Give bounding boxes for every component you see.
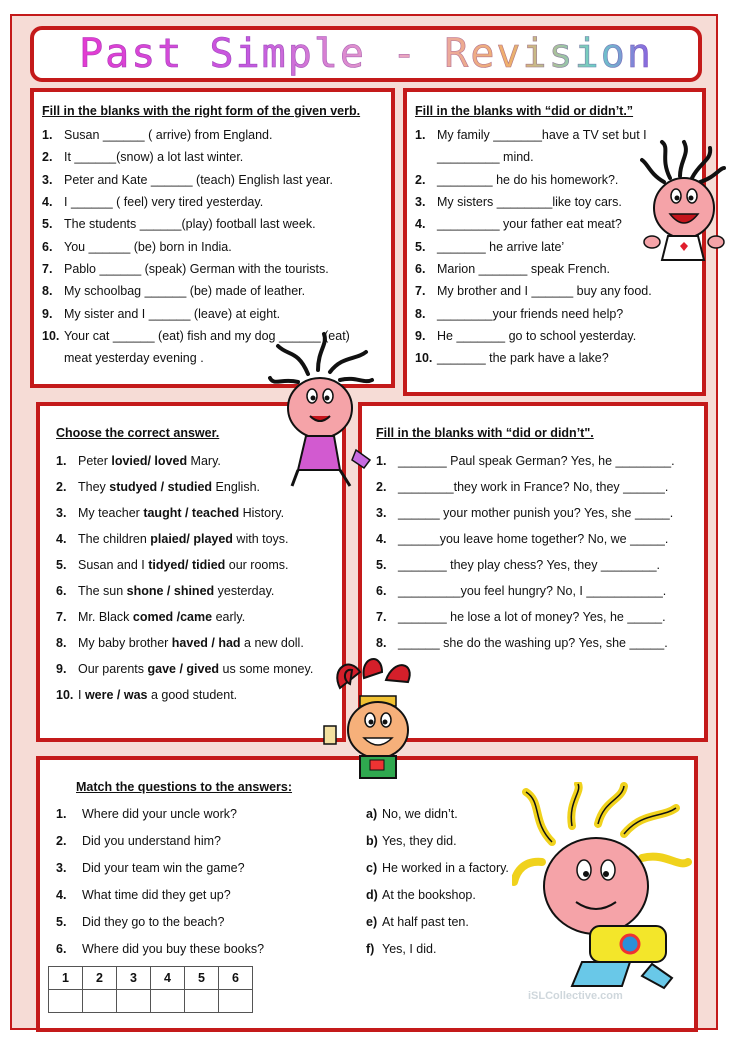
list-item [376, 552, 704, 578]
answer-list [366, 800, 509, 962]
grid-number-cell: 5 [185, 967, 219, 990]
item-text: ______you leave home together? No, we _____. [398, 532, 669, 546]
grid-answer-cell[interactable] [83, 990, 117, 1013]
item-text: My baby brother haved / had a new doll. [78, 636, 304, 650]
grid-answer-cell[interactable] [151, 990, 185, 1013]
answer-letter: d) [366, 887, 378, 902]
item-number: 1. [56, 806, 67, 821]
item-number: 5. [56, 914, 67, 929]
grid-number-cell: 4 [151, 967, 185, 990]
item-text: Where did you buy these books? [82, 941, 265, 956]
cartoon-boy-icon [320, 648, 436, 798]
item-text: _______ the park have a lake? [437, 351, 609, 366]
item-number: 1. [376, 454, 387, 468]
answer-letter: f) [366, 941, 375, 956]
grid-answer-cell[interactable] [185, 990, 219, 1013]
item-text: ______ your mother punish you? Yes, she _____. [398, 506, 674, 520]
item-number: 4. [56, 532, 67, 546]
list-item [56, 500, 342, 526]
item-text: Did your team win the game? [82, 860, 245, 875]
item-text: ________ he do his homework?. [437, 172, 619, 187]
answer-letter: b) [366, 833, 378, 848]
list-item [42, 124, 391, 146]
answer-item [366, 827, 509, 854]
list-item [415, 325, 702, 347]
list-item [376, 578, 704, 604]
panel-heading: Choose the correct answer. [56, 426, 220, 440]
item-text: Our parents gave / gived us some money. [78, 662, 314, 676]
item-text: ________they work in France? No, they ______. [398, 480, 669, 494]
item-number: 1. [56, 454, 67, 468]
title-box [30, 26, 702, 82]
list-item [42, 191, 391, 213]
item-number: 9. [56, 662, 67, 676]
item-text: ________your friends need help? [437, 306, 624, 321]
list-item [415, 302, 702, 324]
grid-number-cell: 6 [219, 967, 253, 990]
panel-heading: Fill in the blanks with the right form of the given verb. [42, 104, 361, 118]
item-text: My brother and I ______ buy any food. [437, 284, 652, 299]
item-number: 6. [376, 584, 387, 598]
grid-answer-cell[interactable] [117, 990, 151, 1013]
list-item [56, 526, 342, 552]
item-number: 6. [415, 261, 426, 276]
answer-item [366, 935, 509, 962]
item-text: My sisters ________like toy cars. [437, 195, 622, 210]
panel-heading: Match the questions to the answers: [76, 780, 293, 794]
item-number: 8. [42, 284, 53, 299]
item-text: My schoolbag ______ (be) made of leather. [64, 284, 306, 299]
list-item [376, 474, 704, 500]
list-item [56, 604, 342, 630]
grid-answer-cell[interactable] [49, 990, 83, 1013]
grid-answer-cell[interactable] [219, 990, 253, 1013]
list-item [376, 604, 704, 630]
answer-text: Yes, they did. [382, 833, 457, 848]
item-number: 6. [42, 239, 53, 254]
item-number: 4. [42, 195, 53, 210]
item-text: My sister and I ______ (leave) at eight. [64, 306, 281, 321]
cartoon-yellow-hair-girl-icon [512, 782, 692, 992]
item-text: Peter and Kate ______ (teach) English last year. [64, 172, 333, 187]
item-number: 4. [376, 532, 387, 546]
answer-options: taught / teached [143, 506, 240, 520]
list-item [42, 280, 391, 302]
item-number: 3. [415, 195, 426, 210]
answer-grid [48, 966, 253, 1013]
list-item [42, 213, 391, 235]
answer-text: At half past ten. [382, 914, 469, 929]
answer-letter: e) [366, 914, 378, 929]
answer-options: gave / gived [147, 662, 220, 676]
item-text: Where did your uncle work? [82, 806, 237, 821]
item-number: 9. [42, 306, 53, 321]
cartoon-girl-icon [640, 138, 726, 268]
panel-heading: Fill in the blanks with “did or didn’t". [376, 426, 594, 440]
answer-text: No, we didn’t. [382, 806, 458, 821]
list-item [56, 630, 342, 656]
item-number: 9. [415, 328, 426, 343]
item-number: 7. [376, 610, 387, 624]
list-item [415, 280, 702, 302]
item-number: 1. [415, 128, 426, 143]
item-number: 8. [56, 636, 67, 650]
item-number: 2. [376, 480, 387, 494]
item-text: My family _______have a TV set but I [437, 128, 647, 143]
item-text: _______ Paul speak German? Yes, he ________. [398, 454, 675, 468]
item-number: 8. [376, 636, 387, 650]
item-number: 3. [56, 506, 67, 520]
item-text: _______ he arrive late’ [437, 239, 565, 254]
answer-text: Yes, I did. [382, 941, 437, 956]
item-text: _______ he lose a lot of money? Yes, he _____. [398, 610, 666, 624]
grid-number-cell: 3 [117, 967, 151, 990]
answer-options: tidyed/ tidied [148, 558, 226, 572]
answer-options: lovied/ loved [111, 454, 188, 468]
item-text: They studyed / studied English. [78, 480, 261, 494]
item-number: 10. [56, 688, 74, 702]
item-text: The students ______(play) football last week. [64, 217, 316, 232]
item-number: 4. [415, 217, 426, 232]
item-text: Mr. Black comed /came early. [78, 610, 246, 624]
answer-options: plaied/ played [150, 532, 233, 546]
item-number: 5. [42, 217, 53, 232]
question-item [56, 827, 366, 854]
item-number: 10. [415, 351, 433, 366]
item-text: Marion _______ speak French. [437, 261, 611, 276]
item-number: 4. [56, 887, 67, 902]
item-number: 6. [56, 584, 67, 598]
item-number: 6. [56, 941, 67, 956]
answer-item [366, 908, 509, 935]
answer-item [366, 881, 509, 908]
cartoon-dancing-girl-icon [268, 330, 380, 490]
item-number: 1. [42, 128, 53, 143]
list-item [42, 258, 391, 280]
item-text: Susan and I tidyed/ tidied our rooms. [78, 558, 289, 572]
answer-options: were / was [84, 688, 148, 702]
item-text: Did they go to the beach? [82, 914, 225, 929]
item-number: 2. [415, 172, 426, 187]
item-text: I were / was a good student. [78, 688, 238, 702]
item-number: 2. [42, 150, 53, 165]
list-item [56, 682, 342, 708]
item-number: 8. [415, 306, 426, 321]
item-text: _________ your father eat meat? [437, 217, 622, 232]
exercise-list [376, 448, 704, 656]
list-item [56, 578, 342, 604]
question-item [56, 881, 366, 908]
answer-letter: a) [366, 806, 378, 821]
item-text: _________ mind. [437, 150, 534, 165]
item-text: Peter lovied/ loved Mary. [78, 454, 221, 468]
item-text: ______ she do the washing up? Yes, she _____. [398, 636, 668, 650]
list-item [56, 552, 342, 578]
item-number: 2. [56, 480, 67, 494]
panel-heading: Fill in the blanks with “did or didn’t.” [415, 104, 634, 118]
answer-options: studyed / studied [109, 480, 213, 494]
item-text: The children plaied/ played with toys. [78, 532, 289, 546]
item-text: Pablo ______ (speak) German with the tourists. [64, 261, 329, 276]
item-number: 3. [56, 860, 67, 875]
list-item [42, 302, 391, 324]
answer-text: At the bookshop. [382, 887, 476, 902]
item-text: _______ they play chess? Yes, they ________. [398, 558, 661, 572]
question-item [56, 935, 366, 962]
page-title: Past Simple - Revision [79, 31, 653, 77]
item-text: _________you feel hungry? No, I ___________. [398, 584, 667, 598]
answer-options: comed /came [132, 610, 213, 624]
item-text: meat yesterday evening . [64, 351, 204, 366]
list-item [415, 347, 702, 369]
item-number: 10. [42, 328, 60, 343]
list-item [42, 235, 391, 257]
item-text: He _______ go to school yesterday. [437, 328, 637, 343]
item-number: 2. [56, 833, 67, 848]
question-item [56, 854, 366, 881]
answer-letter: c) [366, 860, 378, 875]
list-item [376, 526, 704, 552]
answer-item [366, 800, 509, 827]
list-item [42, 146, 391, 168]
answer-item [366, 854, 509, 881]
item-number: 3. [42, 172, 53, 187]
answer-text: He worked in a factory. [382, 860, 509, 875]
list-item [376, 448, 704, 474]
grid-number-cell: 2 [83, 967, 117, 990]
question-item [56, 800, 366, 827]
item-text: Did you understand him? [82, 833, 221, 848]
question-item [56, 908, 366, 935]
item-text: Your cat ______ (eat) fish and my dog ______ (eat) [64, 328, 350, 343]
item-text: My teacher taught / teached History. [78, 506, 285, 520]
answer-options: shone / shined [126, 584, 215, 598]
item-number: 5. [376, 558, 387, 572]
list-item [376, 500, 704, 526]
item-number: 7. [56, 610, 67, 624]
item-number: 5. [56, 558, 67, 572]
item-text: It ______(snow) a lot last winter. [64, 150, 244, 165]
watermark: iSLCollective.com [528, 990, 623, 1002]
item-number: 5. [415, 239, 426, 254]
list-item [56, 656, 342, 682]
grid-number-cell: 1 [49, 967, 83, 990]
item-text: What time did they get up? [82, 887, 231, 902]
item-text: Susan ______ ( arrive) from England. [64, 128, 273, 143]
item-text: The sun shone / shined yesterday. [78, 584, 275, 598]
item-number: 3. [376, 506, 387, 520]
question-list [56, 800, 366, 962]
item-text: You ______ (be) born in India. [64, 239, 232, 254]
item-number: 7. [415, 284, 426, 299]
list-item [42, 169, 391, 191]
item-text: I ______ ( feel) very tired yesterday. [64, 195, 264, 210]
answer-options: haved / had [171, 636, 241, 650]
item-number: 7. [42, 261, 53, 276]
